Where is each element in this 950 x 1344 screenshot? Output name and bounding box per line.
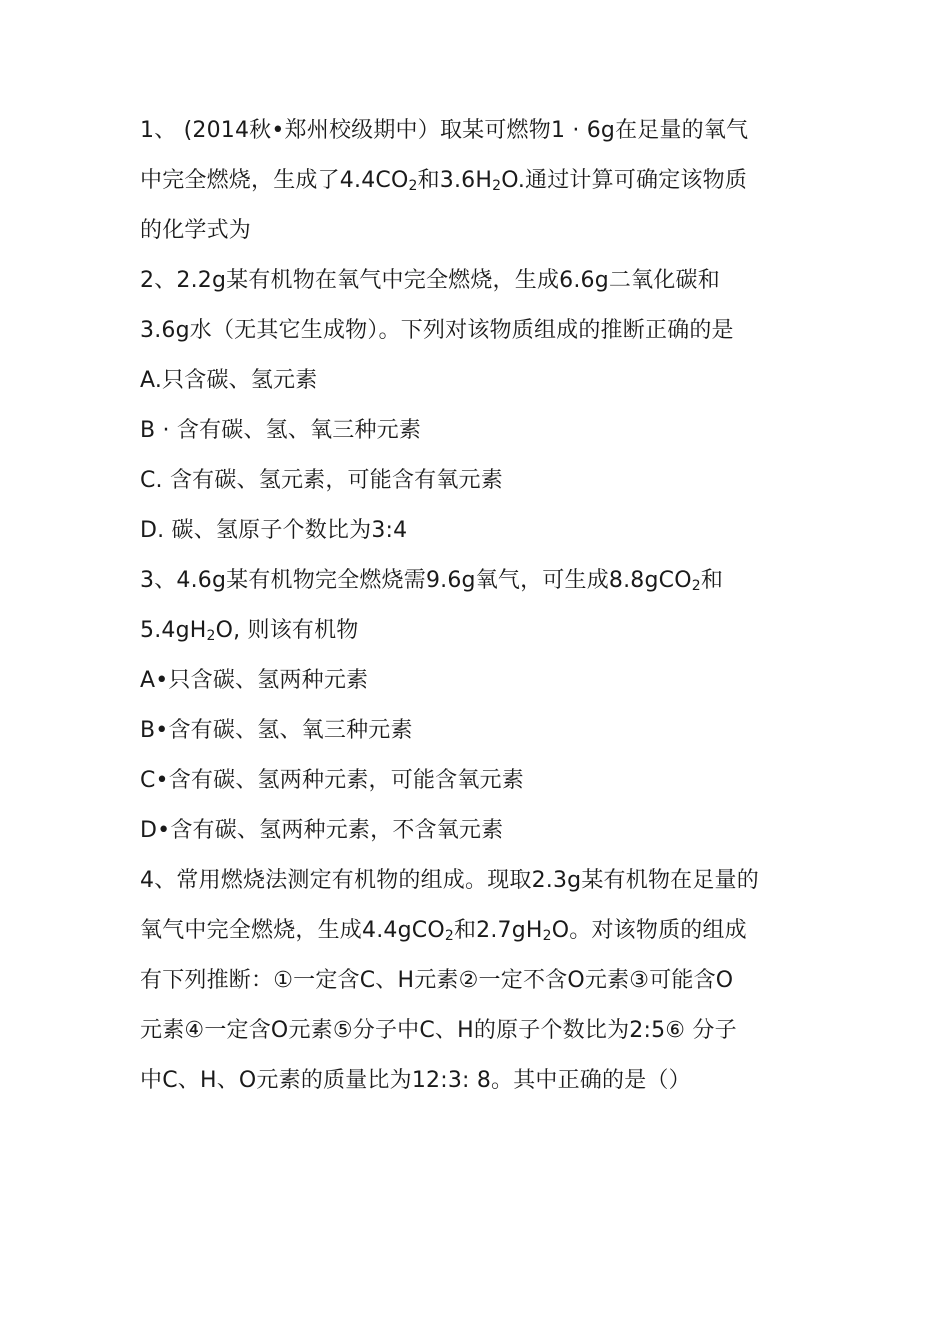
q2-option-d: D. 碳、氢原子个数比为3:4 <box>140 518 408 543</box>
q4-line-2-part-b: 和2.7gH <box>453 918 543 943</box>
q3-option-d: D•含有碳、氢两种元素，不含氧元素 <box>140 818 504 843</box>
q3-line-2 <box>140 606 820 656</box>
q4-line-4: 元素④一定含O元素⑤分子中C、H的原子个数比为2:5⑥ 分子 <box>140 1018 737 1043</box>
q4-line-2-part-a: 氧气中完全燃烧，生成4.4gCO <box>140 918 445 943</box>
q2-option-a: A.只含碳、氢元素 <box>140 368 318 393</box>
q3-option-a: A•只含碳、氢两种元素 <box>140 668 369 693</box>
q4-line-5: 中C、H、O元素的质量比为12:3: 8。其中正确的是（） <box>140 1068 691 1093</box>
q2-option-b: B · 含有碳、氢、氧三种元素 <box>140 418 422 443</box>
q4-line-1: 4、常用燃烧法测定有机物的组成。现取2.3g某有机物在足量的 <box>140 868 759 893</box>
q2-line-1: 2、2.2g某有机物在氧气中完全燃烧，生成6.6g二氧化碳和 <box>140 268 720 293</box>
q2-option-c: C. 含有碳、氢元素，可能含有氧元素 <box>140 468 503 493</box>
q1-line-2-part-b: 和3.6H <box>417 168 493 193</box>
q4-subscript-co2: 2 <box>444 928 454 944</box>
q3-line-1 <box>140 556 820 606</box>
q1-subscript-h2o: 2 <box>492 178 502 194</box>
q1-line-2-part-a: 中完全燃烧，生成了4.4CO <box>140 168 409 193</box>
q3-line-1-part-a: 3、4.6g某有机物完全燃烧需9.6g氧气，可生成8.8gCO <box>140 568 692 593</box>
q3-subscript-co2: 2 <box>691 578 701 594</box>
q4-line-2-part-c: O。对该物质的组成 <box>551 918 747 943</box>
q1-subscript-co2: 2 <box>408 178 418 194</box>
document-page <box>140 106 820 1106</box>
q4-line-3: 有下列推断：①一定含C、H元素②一定不含O元素③可能含O <box>140 968 734 993</box>
q3-option-c: C•含有碳、氢两种元素，可能含氧元素 <box>140 768 524 793</box>
q3-option-b: B•含有碳、氢、氧三种元素 <box>140 718 413 743</box>
q3-subscript-h2o: 2 <box>206 628 216 644</box>
q4-subscript-h2o: 2 <box>542 928 552 944</box>
q4-line-2 <box>140 906 820 956</box>
q3-line-2-part-b: O, 则该有机物 <box>215 618 359 643</box>
q3-line-2-part-a: 5.4gH <box>140 618 207 643</box>
q3-line-1-part-b: 和 <box>700 568 724 593</box>
q2-line-2: 3.6g水（无其它生成物）。下列对该物质组成的推断正确的是 <box>140 318 734 343</box>
q1-line-3: 的化学式为 <box>140 218 252 243</box>
q1-line-1: 1、 (2014秋•郑州校级期中）取某可燃物1 · 6g在足量的氧气 <box>140 118 749 143</box>
q1-line-2 <box>140 156 820 206</box>
q1-line-2-part-c: O.通过计算可确定该物质 <box>501 168 748 193</box>
